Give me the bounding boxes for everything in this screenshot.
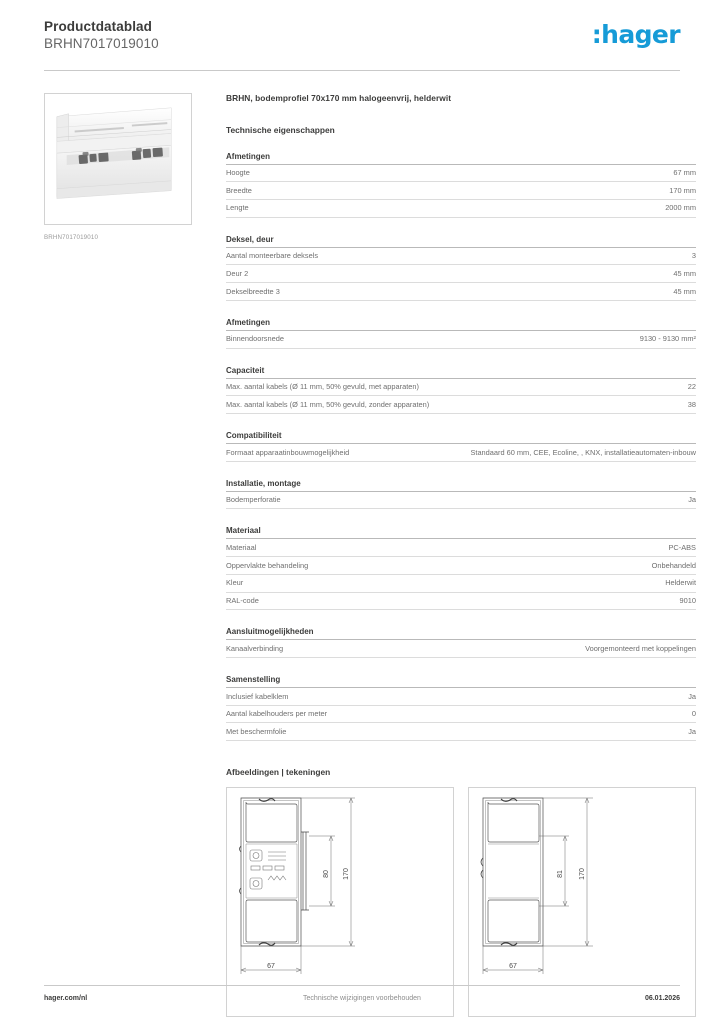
title-block	[44, 18, 159, 53]
spec-group	[226, 479, 696, 510]
spec-group-title: Materiaal	[226, 526, 696, 539]
spec-value: Onbehandeld	[651, 560, 696, 570]
spec-group	[226, 366, 696, 414]
spec-value: 38	[687, 399, 696, 409]
spec-value: 9010	[679, 596, 696, 606]
spec-label: Kleur	[226, 578, 244, 588]
content-area	[44, 92, 696, 1018]
spec-label: Binnendoorsnede	[226, 334, 284, 344]
spec-label: Materiaal	[226, 542, 257, 552]
spec-group-title: Aansluitmogelijkheden	[226, 627, 696, 640]
drawing1-width-dimension-label: 67	[267, 963, 275, 971]
spec-value: 22	[687, 382, 696, 392]
spec-row	[226, 200, 696, 218]
spec-row	[226, 265, 696, 283]
spec-value: 3	[691, 251, 696, 261]
drawings-row	[226, 787, 696, 1017]
page-title: Productdatablad	[44, 19, 153, 34]
spec-label: Kanaalverbinding	[226, 643, 284, 653]
spec-label: Deur 2	[226, 268, 249, 278]
spec-value: 67 mm	[673, 168, 696, 178]
product-name: BRHN, bodemprofiel 70x170 mm halogeenvrij, helderwit	[226, 92, 452, 103]
spec-row	[226, 575, 696, 593]
spec-group	[226, 431, 696, 462]
spec-value: PC-ABS	[668, 542, 696, 552]
spec-row	[226, 640, 696, 658]
technical-drawing-1	[227, 788, 453, 1016]
spec-group	[226, 526, 696, 610]
spec-row	[226, 539, 696, 557]
spec-row	[226, 444, 696, 462]
spec-label: Aantal kabelhouders per meter	[226, 709, 328, 719]
spec-row	[226, 688, 696, 706]
spec-label: Inclusief kabelklem	[226, 691, 289, 701]
spec-value: Standaard 60 mm, CEE, Ecoline, , KNX, installatieautomaten-inbouw	[470, 447, 696, 457]
spec-row	[226, 379, 696, 397]
spec-label: RAL-code	[226, 596, 259, 606]
spec-group-title: Compatibiliteit	[226, 431, 696, 444]
spec-row	[226, 723, 696, 741]
page-footer	[44, 985, 680, 1002]
spec-group-title: Afmetingen	[226, 318, 696, 331]
spec-group-title: Deksel, deur	[226, 235, 696, 248]
spec-row	[226, 396, 696, 414]
spec-row	[226, 492, 696, 510]
header-divider	[44, 70, 680, 71]
spec-value: 9130 - 9130 mm²	[639, 334, 696, 344]
spec-group-title: Samenstelling	[226, 675, 696, 688]
spec-group-title: Capaciteit	[226, 366, 696, 379]
spec-row	[226, 283, 696, 301]
spec-group	[226, 318, 696, 349]
spec-value: Helderwit	[665, 578, 696, 588]
spec-value: 2000 mm	[665, 203, 696, 213]
product-photo	[44, 93, 192, 225]
spec-group	[226, 235, 696, 301]
section-title-technical: Technische eigenschappen	[226, 124, 335, 135]
spec-label: Met beschermfolie	[226, 726, 287, 736]
spec-label: Formaat apparaatinbouwmogelijkheid	[226, 447, 350, 457]
spec-group	[226, 627, 696, 658]
spec-row	[226, 706, 696, 724]
drawing2-inner-dimension-label: 81	[557, 870, 564, 879]
document-reference: BRHN7017019010	[44, 36, 159, 52]
spec-value: Ja	[688, 691, 696, 701]
spec-label: Breedte	[226, 185, 252, 195]
spec-row	[226, 182, 696, 200]
spec-groups	[226, 152, 696, 742]
footer-disclaimer: Technische wijzigingen voorbehouden	[303, 995, 421, 1002]
spec-label: Bodemperforatie	[226, 495, 281, 505]
spec-group	[226, 152, 696, 218]
spec-value: Ja	[688, 726, 696, 736]
spec-label: Aantal monteerbare deksels	[226, 251, 319, 261]
spec-value: 170 mm	[669, 185, 696, 195]
drawing1-height-dimension-label: 170	[343, 868, 350, 881]
hager-logo: :hager	[591, 20, 680, 49]
spec-value: 45 mm	[673, 268, 696, 278]
spec-label: Max. aantal kabels (Ø 11 mm, 50% gevuld, met apparaten)	[226, 382, 419, 392]
spec-label: Oppervlakte behandeling	[226, 560, 309, 570]
spec-value: Voorgemonteerd met koppelingen	[585, 643, 696, 653]
spec-row	[226, 557, 696, 575]
specifications-column	[226, 93, 696, 1018]
spec-row	[226, 165, 696, 183]
spec-label: Lengte	[226, 203, 249, 213]
spec-row	[226, 331, 696, 349]
spec-label: Max. aantal kabels (Ø 11 mm, 50% gevuld, zonder apparaten)	[226, 399, 430, 409]
spec-group-title: Afmetingen	[226, 152, 696, 165]
footer-date: 06.01.2026	[644, 995, 680, 1002]
spec-label: Hoogte	[226, 168, 250, 178]
drawing2-height-dimension-label: 170	[579, 868, 586, 881]
spec-group	[226, 675, 696, 741]
drawing-cross-section-with-devices	[226, 787, 454, 1017]
spec-value: 45 mm	[673, 286, 696, 296]
section-title-drawings: Afbeeldingen | tekeningen	[226, 767, 331, 778]
page-header	[44, 0, 680, 53]
drawing2-width-dimension-label: 67	[509, 963, 517, 971]
spec-value: Ja	[688, 495, 696, 505]
product-image-caption: BRHN7017019010	[44, 233, 99, 241]
footer-website[interactable]: hager.com/nl	[44, 995, 88, 1002]
spec-group-title: Installatie, montage	[226, 479, 696, 492]
drawing-cross-section-empty	[468, 787, 696, 1017]
spec-value: 0	[691, 709, 696, 719]
spec-row	[226, 248, 696, 266]
trunking-photo-illustration	[45, 94, 191, 224]
technical-drawing-2	[469, 788, 695, 1016]
spec-row	[226, 593, 696, 611]
drawing1-inner-dimension-label: 80	[323, 870, 330, 879]
footer-row	[44, 986, 680, 1002]
product-image-column	[44, 93, 202, 1018]
spec-label: Dekselbreedte 3	[226, 286, 280, 296]
